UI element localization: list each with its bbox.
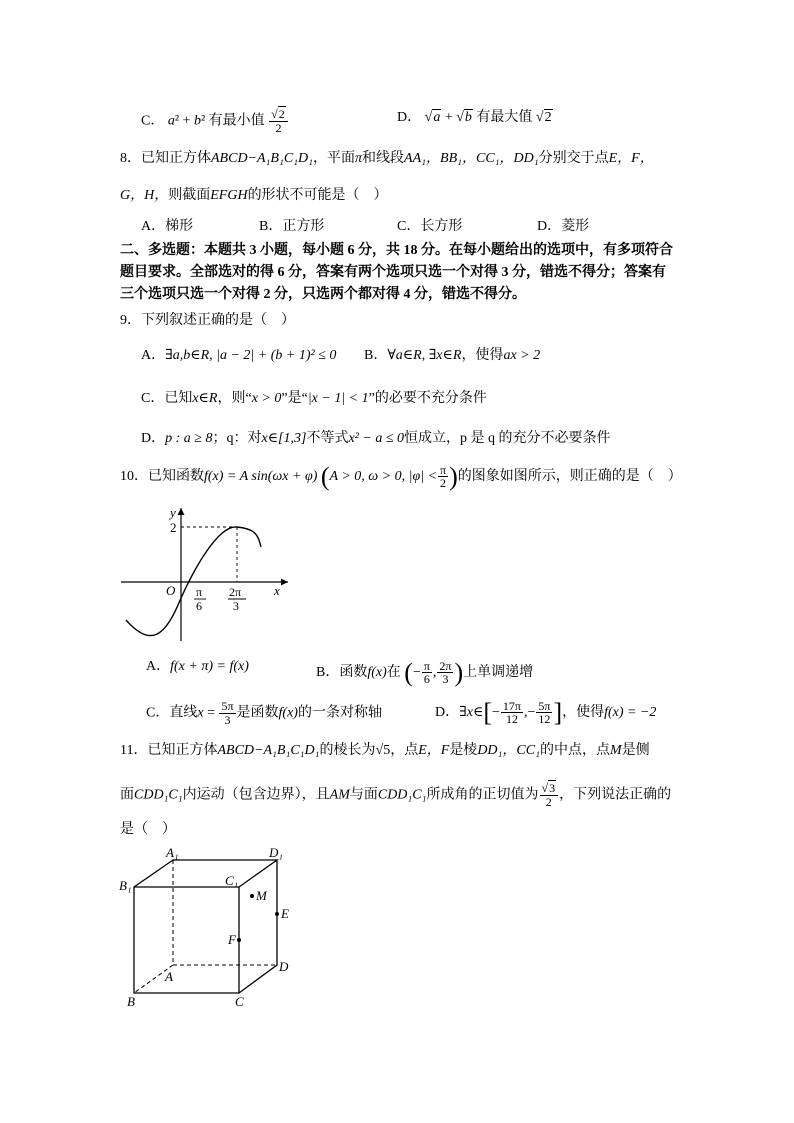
section2-line1: 二、多选题：本题共 3 小题，每小题 6 分，共 18 分。在每小题给出的选项中，有多项符合 [120,243,673,258]
q8-option-b: B．正方形 [259,219,325,234]
q9-option-d: D．p : a ≥ 8；q：对x∈[1,3]不等式x² − a ≤ 0恒成立，p 是 q 的充分不必要条件 [141,431,611,446]
point-m [250,894,254,898]
y-label: y [170,505,176,520]
q8-option-c: C．长方形 [397,219,463,234]
q8-line2: G，H，则截面EFGH的形状不可能是（ ） [120,188,388,203]
q10-option-d: D．∃x∈[− $\frac{17\pi}{12}$ ,− $\frac{5\pi}{12}$ ]，使得f(x) = −2 [435,698,657,727]
q7-option-c: C． a² + b² 有最小值 $\frac{√2}{2}$ [141,108,289,134]
x-tick1-den: 6 [196,599,202,613]
q11-line3: 是（ ） [120,822,176,837]
q8-line1: 8．已知正方体ABCD−A₁B₁C₁D₁，平面π和线段AA₁，BB₁，CC₁，DD₁分别交于点E，F， [120,151,654,166]
q8-option-a: A．梯形 [141,219,194,234]
label-c: C [235,994,244,1008]
x-tick2-den: 3 [233,599,239,613]
section2-line3: 三个选项只选一个对得 2 分，只选两个都对得 4 分，错选不得分。 [120,287,526,302]
label-d: D [279,959,289,974]
q9-option-c: C．已知x∈R，则“x > 0”是“|x − 1| < 1”的必要不充分条件 [141,391,487,406]
q10-sine-graph [118,505,293,645]
label-b: B [127,994,135,1008]
x-label: x [274,583,280,598]
q11-cube-figure [115,843,305,1008]
q7-option-d: D． √a + √b 有最大值 √2 [397,110,552,125]
point-f [237,938,241,942]
q11-line2: 面CDD₁C₁内运动（包含边界），且AM与面CDD₁C₁所成角的正切值为 $\frac{√3}{2}$ ，下列说法正确的 [120,781,672,809]
q9-option-a: A．∃a,b∈R, |a − 2| + (b + 1)² ≤ 0 [141,348,337,363]
label-a1: A₁ [166,845,179,860]
label-a: A [165,969,173,984]
label-f: F [228,932,236,947]
q10-option-c: C．直线x = $\frac{5\pi}{3}$ 是函数f(x)的一条对称轴 [146,699,382,727]
point-e [275,912,279,916]
sine-curve [126,527,261,636]
label-c1: C₁ [225,873,239,888]
q10-stem: 10．已知函数f(x) = A sin(ωx + φ) (A > 0, ω > 0, |φ| < $\frac{\pi}{2}$ )的图象如图所示，则正确的是（ ） [120,462,682,491]
section2-line2: 题目要求。全部选对的得 6 分，答案有两个选项只选一个对得 3 分，错选不得分；答案有 [120,265,666,280]
q9-stem: 9．下列叙述正确的是（ ） [120,313,295,328]
q8-option-d: D．菱形 [537,219,590,234]
cube-solid-edges [134,860,277,993]
y-tick-2: 2 [170,520,177,535]
q10-option-b: B．函数f(x)在 (− $\frac{\pi}{6}$ , $\frac{2\pi}{3}$ )上单调递增 [316,658,534,687]
q9-option-b: B．∀a∈R, ∃x∈R，使得ax > 2 [364,348,541,363]
origin-label: O [166,583,176,598]
x-tick1-num: π [196,585,203,599]
x-tick2-num: 2π [229,585,242,599]
label-m: M [256,888,267,903]
label-d1: D₁ [269,845,283,860]
cube-hidden-edges [134,860,277,993]
q11-line1: 11．已知正方体ABCD−A₁B₁C₁D₁的棱长为√5，点E，F是棱DD₁，CC₁的中点，点M是侧 [120,743,650,758]
q10-option-a: A．f(x + π) = f(x) [146,659,249,674]
label-b1: B₁ [119,878,132,893]
label-e: E [281,906,289,921]
